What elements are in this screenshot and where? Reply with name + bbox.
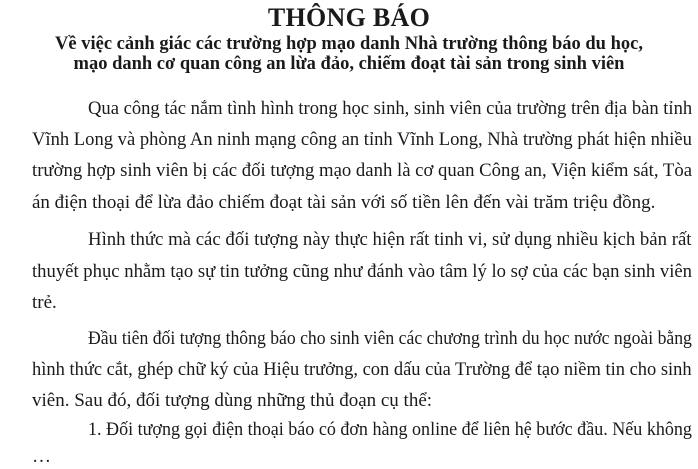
notice-title: THÔNG BÁO xyxy=(267,3,431,32)
paragraph-3-line-3: viên. Sau đó, đối tượng dùng những thủ đoạn cụ thể: xyxy=(32,390,433,411)
paragraph-1-line-4: án điện thoại để lừa đảo chiếm đoạt tài sản với số tiền lên đến vài trăm triệu đồng. xyxy=(32,192,656,213)
notice-subtitle-line-2: mạo danh cơ quan công an lừa đảo, chiếm đoạt tài sản trong sinh viên xyxy=(73,54,625,74)
notice-subtitle-line-1: Về việc cảnh giác các trường hợp mạo danh Nhà trường thông báo du học, xyxy=(55,34,643,54)
paragraph-2-line-1: Hình thức mà các đối tượng này thực hiện rất tinh vi, sử dụng nhiều kịch bản rất xyxy=(88,229,692,250)
paragraph-1-line-2: Vĩnh Long và phòng An ninh mạng công an tỉnh Vĩnh Long, Nhà trường phát hiện nhiều xyxy=(32,129,692,150)
list-item-1-line-1: 1. Đối tượng gọi điện thoại báo có đơn hàng online để liên hệ bước đầu. Nếu không xyxy=(88,419,692,440)
paragraph-2-line-2: thuyết phục nhằm tạo sự tin tưởng cũng như đánh vào tâm lý lo sợ của các bạn sinh viên xyxy=(32,261,693,282)
paragraph-3-line-2: hình thức cắt, ghép chữ ký của Hiệu trưởng, con dấu của Trường để tạo niềm tin cho sinh xyxy=(32,359,692,380)
paragraph-3-line-1: Đầu tiên đối tượng thông báo cho sinh viên các chương trình du học nước ngoài bằng xyxy=(88,328,692,349)
list-item-1-line-2-cutoff: … xyxy=(32,446,51,467)
paragraph-2-line-3: trẻ. xyxy=(32,292,57,313)
paragraph-1-line-3: trường hợp sinh viên bị các đối tượng mạo danh là cơ quan Công an, Viện kiểm sát, Tòa xyxy=(32,160,693,181)
paragraph-1-line-1: Qua công tác nắm tình hình trong học sinh, sinh viên của trường trên địa bàn tỉnh xyxy=(88,98,693,119)
